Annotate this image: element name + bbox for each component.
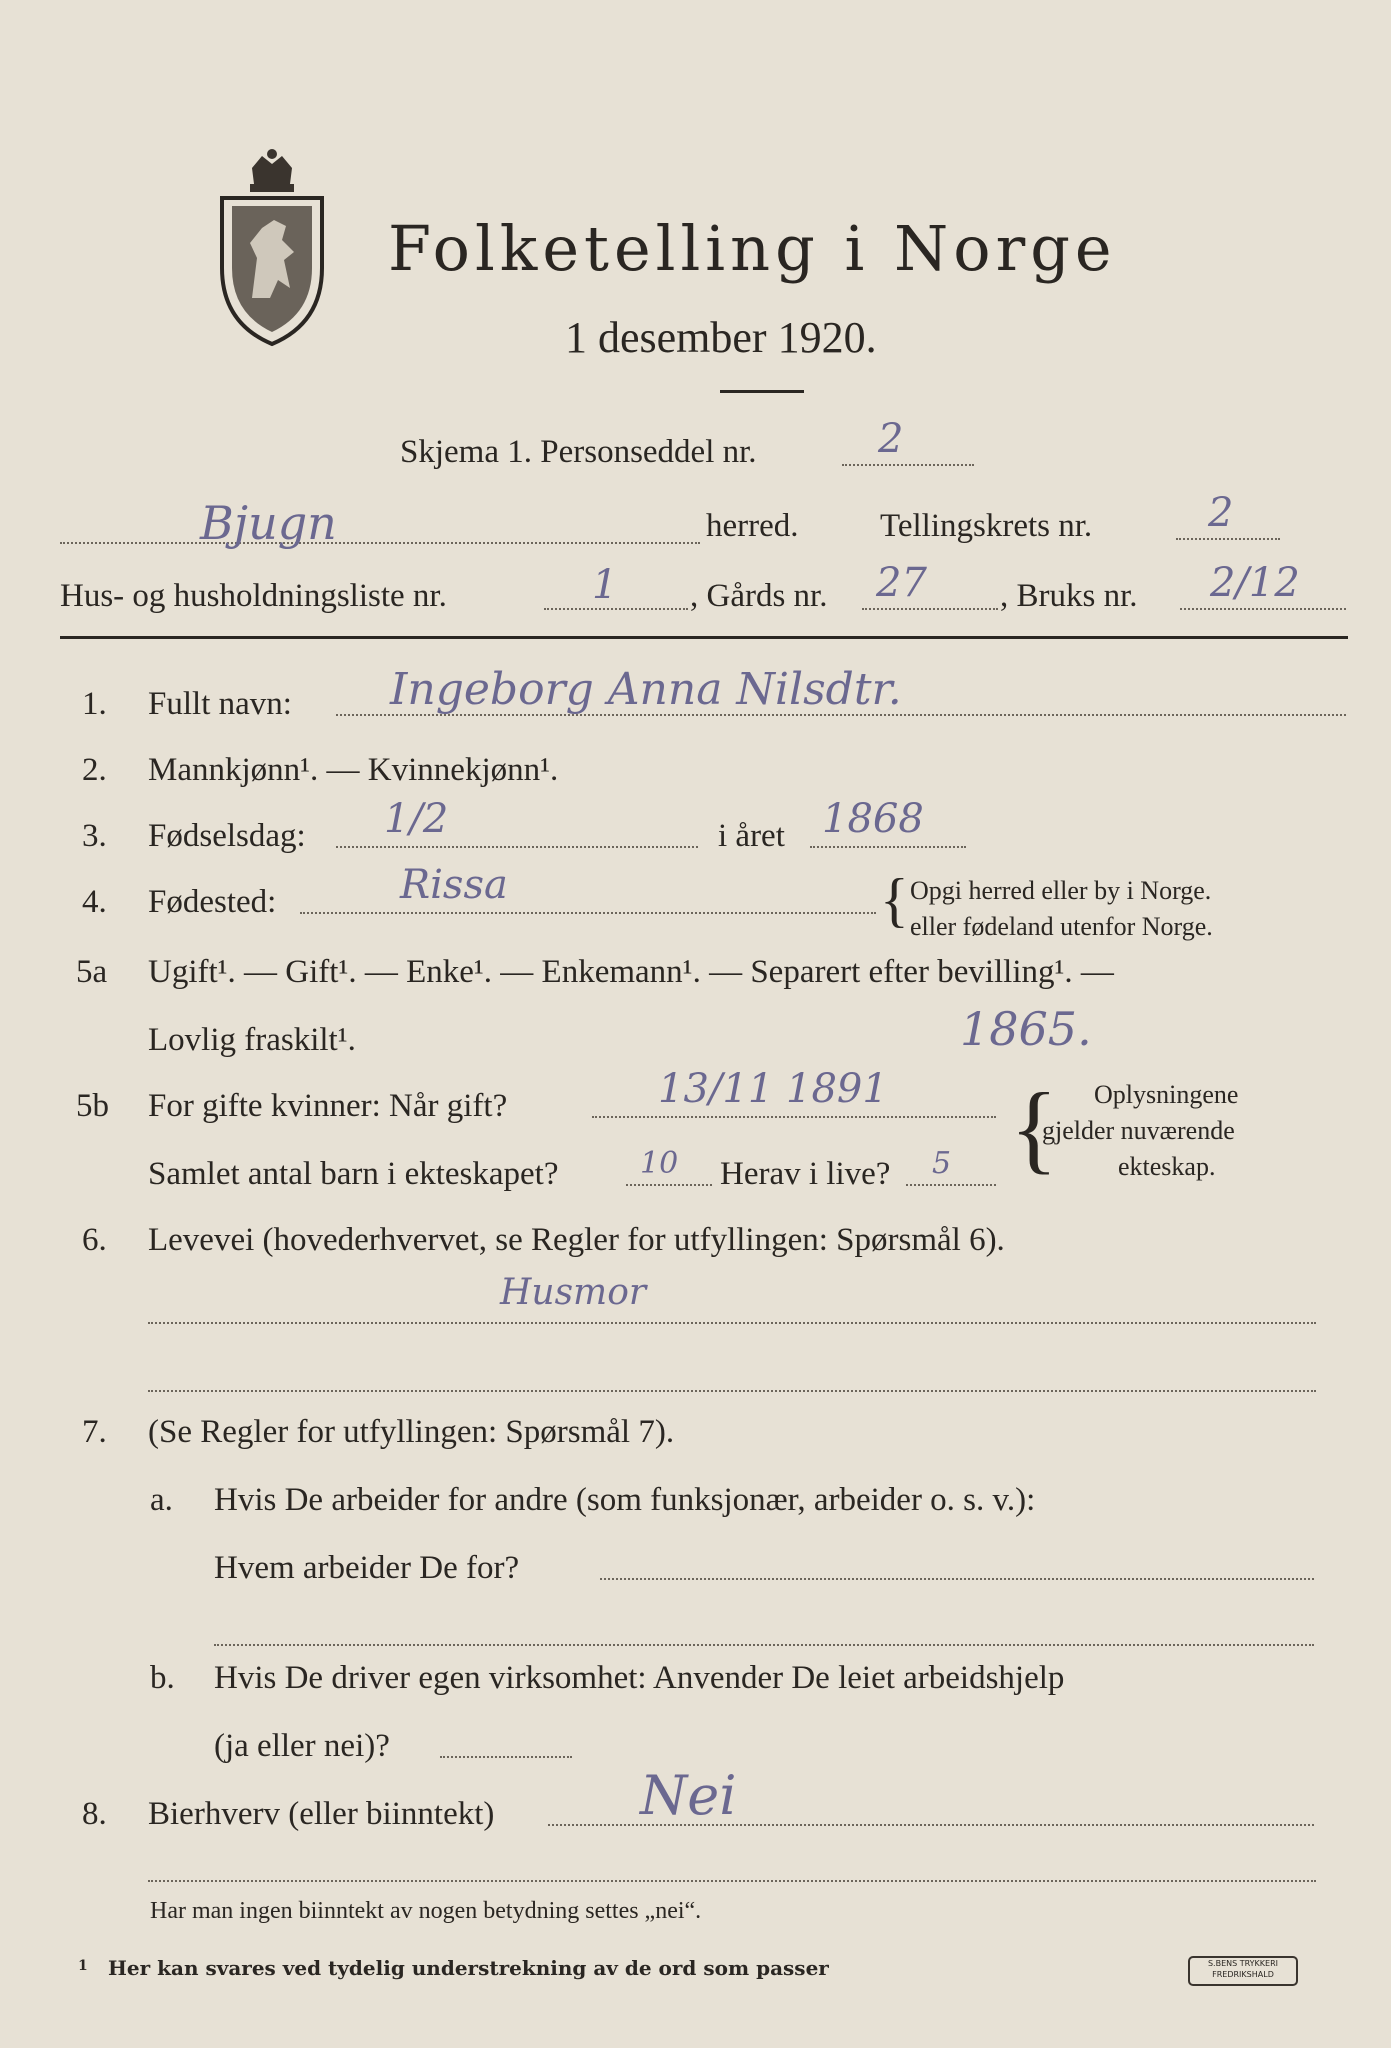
gards-value[interactable]: 27 bbox=[876, 560, 927, 606]
marriage-date-value[interactable]: 13/11 1891 bbox=[658, 1066, 888, 1112]
hired-help-line[interactable] bbox=[440, 1756, 572, 1758]
occupation-line1 bbox=[148, 1322, 1316, 1324]
side-income-value[interactable]: Nei bbox=[640, 1764, 737, 1827]
herred-line bbox=[60, 542, 700, 544]
q7a-line1: Hvis De arbeider for andre (som funksjonær, arbeider o. s. v.): bbox=[214, 1482, 1036, 1518]
footer-note: Har man ingen biinntekt av nogen betydning settes „nei“. bbox=[150, 1898, 702, 1924]
q5b-brace: { bbox=[1010, 1072, 1058, 1183]
q5b-note-line3: ekteskap. bbox=[1118, 1152, 1216, 1181]
q7-number: 7. bbox=[82, 1414, 107, 1450]
birthday-line bbox=[336, 846, 698, 848]
tellingskrets-label: Tellingskrets nr. bbox=[880, 508, 1093, 544]
children-value[interactable]: 10 bbox=[640, 1146, 679, 1181]
tellingskrets-value[interactable]: 2 bbox=[1208, 490, 1234, 536]
q7b-line1: Hvis De driver egen virksomhet: Anvender De leiet arbeidshjelp bbox=[214, 1660, 1065, 1696]
bruks-value[interactable]: 2/12 bbox=[1210, 560, 1300, 606]
coat-of-arms-icon bbox=[212, 148, 332, 348]
side-income-line2 bbox=[148, 1880, 1316, 1882]
alive-value[interactable]: 5 bbox=[932, 1146, 952, 1181]
q7b-line2: (ja eller nei)? bbox=[214, 1728, 390, 1764]
birthplace-line bbox=[300, 912, 876, 914]
birthday-value[interactable]: 1/2 bbox=[384, 796, 449, 842]
hus-label: Hus- og husholdningsliste nr. bbox=[60, 578, 447, 614]
q2-number: 2. bbox=[82, 752, 107, 788]
q3-label: Fødselsdag: bbox=[148, 818, 306, 854]
q5b-note-line1: Oplysningene bbox=[1094, 1080, 1239, 1109]
q7b-letter: b. bbox=[150, 1660, 175, 1696]
q4-note-line2: eller fødeland utenfor Norge. bbox=[910, 912, 1213, 941]
gender-options[interactable]: Mannkjønn¹. — Kvinnekjønn¹. bbox=[148, 752, 559, 788]
bruks-line bbox=[1180, 608, 1346, 610]
printer-stamp: S.BENS TRYKKERI FREDRIKSHALD bbox=[1188, 1956, 1298, 1986]
year-line bbox=[810, 846, 966, 848]
title-divider bbox=[720, 390, 804, 393]
skjema-label: Skjema 1. Personseddel nr. bbox=[400, 434, 757, 470]
gards-label: , Gårds nr. bbox=[690, 578, 828, 614]
alive-label: Herav i live? bbox=[720, 1156, 891, 1192]
gards-line bbox=[862, 608, 998, 610]
q4-label: Fødested: bbox=[148, 884, 277, 920]
q1-label: Fullt navn: bbox=[148, 686, 292, 722]
marital-status-options[interactable]: Ugift¹. — Gift¹. — Enke¹. — Enkemann¹. — Separert efter bevilling¹. — bbox=[148, 954, 1114, 990]
birthplace-value[interactable]: Rissa bbox=[400, 862, 508, 908]
herred-value[interactable]: Bjugn bbox=[200, 496, 337, 550]
tellingskrets-line bbox=[1176, 538, 1280, 540]
page-subtitle: 1 desember 1920. bbox=[565, 313, 877, 362]
footnote-text: Her kan svares ved tydelig understrekning av de ord som passer bbox=[108, 1956, 829, 1980]
q4-number: 4. bbox=[82, 884, 107, 920]
children-label: Samlet antal barn i ekteskapet? bbox=[148, 1156, 559, 1192]
q5b-number: 5b bbox=[76, 1088, 109, 1124]
occupation-value[interactable]: Husmor bbox=[500, 1272, 647, 1313]
personseddel-line bbox=[842, 464, 974, 466]
marriage-date-line bbox=[592, 1116, 996, 1118]
q6-number: 6. bbox=[82, 1222, 107, 1258]
hus-line bbox=[544, 608, 688, 610]
q8-number: 8. bbox=[82, 1796, 107, 1832]
birth-year-value[interactable]: 1868 bbox=[822, 796, 924, 842]
q4-note-line1: Opgi herred eller by i Norge. bbox=[910, 876, 1212, 905]
children-line bbox=[626, 1184, 712, 1186]
q4-brace: { bbox=[880, 867, 909, 933]
bruks-label: , Bruks nr. bbox=[1000, 578, 1138, 614]
year-label: i året bbox=[718, 818, 785, 854]
occupation-line2 bbox=[148, 1390, 1316, 1392]
personseddel-value[interactable]: 2 bbox=[878, 416, 904, 462]
q1-number: 1. bbox=[82, 686, 107, 722]
header-rule bbox=[60, 636, 1348, 639]
hus-value[interactable]: 1 bbox=[592, 562, 618, 608]
alive-line bbox=[906, 1184, 996, 1186]
q7-label: (Se Regler for utfyllingen: Spørsmål 7). bbox=[148, 1414, 675, 1450]
q7a-letter: a. bbox=[150, 1482, 173, 1518]
full-name-value[interactable]: Ingeborg Anna Nilsdtr. bbox=[390, 664, 902, 715]
q5a-number: 5a bbox=[76, 954, 108, 990]
marital-status-options-line2[interactable]: Lovlig fraskilt¹. bbox=[148, 1022, 356, 1058]
q5b-label: For gifte kvinner: Når gift? bbox=[148, 1088, 508, 1124]
employer-line2[interactable] bbox=[214, 1644, 1314, 1646]
footnote-mark: 1 bbox=[78, 1958, 88, 1974]
q3-number: 3. bbox=[82, 818, 107, 854]
page-title: Folketelling i Norge bbox=[388, 212, 1117, 285]
q5b-note-line2: gjelder nuværende bbox=[1042, 1116, 1235, 1145]
employer-line1[interactable] bbox=[600, 1578, 1314, 1580]
q6-label: Levevei (hovederhvervet, se Regler for utfyllingen: Spørsmål 6). bbox=[148, 1222, 1005, 1258]
q8-label: Bierhverv (eller biinntekt) bbox=[148, 1796, 495, 1832]
q7a-line2: Hvem arbeider De for? bbox=[214, 1550, 520, 1586]
q5a-annotation: 1865. bbox=[960, 1002, 1092, 1056]
herred-label: herred. bbox=[706, 508, 799, 544]
